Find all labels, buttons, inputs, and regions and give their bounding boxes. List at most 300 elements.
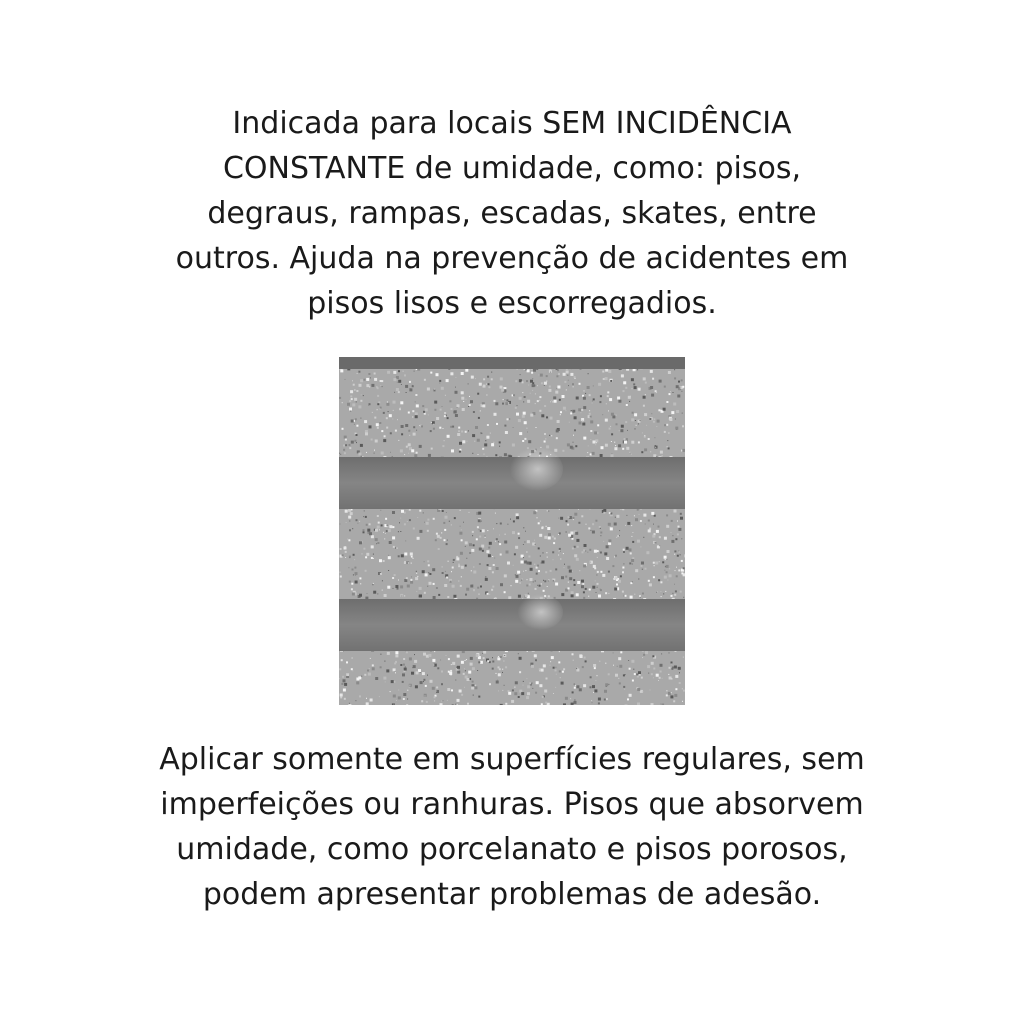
granite-speck bbox=[434, 700, 435, 701]
granite-speck bbox=[372, 667, 375, 670]
granite-speck bbox=[556, 429, 559, 432]
granite-speck bbox=[419, 595, 422, 598]
granite-speck bbox=[388, 529, 391, 532]
granite-speck bbox=[524, 542, 525, 543]
granite-speck bbox=[546, 381, 547, 382]
granite-speck bbox=[348, 567, 349, 568]
granite-speck bbox=[629, 452, 630, 453]
granite-speck bbox=[587, 452, 588, 453]
granite-speck bbox=[542, 561, 545, 564]
granite-speck bbox=[535, 659, 537, 661]
granite-speck bbox=[469, 396, 470, 397]
granite-speck bbox=[667, 446, 668, 447]
granite-speck bbox=[485, 440, 486, 441]
granite-speck bbox=[419, 445, 422, 448]
granite-speck bbox=[602, 371, 604, 373]
granite-speck bbox=[668, 692, 671, 695]
granite-speck bbox=[655, 447, 656, 448]
granite-speck bbox=[345, 551, 347, 553]
granite-speck bbox=[541, 584, 542, 585]
granite-speck bbox=[470, 657, 473, 660]
granite-speck bbox=[498, 666, 500, 668]
granite-speck bbox=[546, 552, 547, 553]
granite-speck bbox=[500, 523, 502, 525]
granite-speck bbox=[400, 449, 403, 452]
granite-speck bbox=[597, 583, 599, 585]
granite-speck bbox=[631, 559, 634, 562]
granite-speck bbox=[419, 510, 421, 512]
granite-speck bbox=[559, 399, 561, 401]
granite-speck bbox=[375, 529, 378, 532]
granite-speck bbox=[543, 580, 544, 581]
granite-speck bbox=[444, 415, 446, 417]
granite-speck bbox=[515, 407, 517, 409]
granite-speck bbox=[680, 517, 683, 520]
granite-speck bbox=[344, 452, 346, 454]
granite-speck bbox=[669, 574, 672, 577]
granite-speck bbox=[351, 441, 354, 444]
granite-speck bbox=[523, 527, 524, 528]
granite-speck bbox=[377, 542, 379, 544]
granite-speck bbox=[480, 586, 482, 588]
granite-speck bbox=[582, 423, 585, 426]
granite-speck bbox=[392, 526, 394, 528]
granite-speck bbox=[348, 509, 351, 512]
granite-speck bbox=[439, 380, 441, 382]
granite-speck bbox=[595, 444, 596, 445]
granite-speck bbox=[534, 540, 535, 541]
granite-speck bbox=[527, 579, 528, 580]
granite-speck bbox=[352, 658, 353, 659]
granite-speck bbox=[436, 587, 438, 589]
granite-speck bbox=[344, 548, 345, 549]
granite-speck bbox=[351, 398, 353, 400]
granite-speck bbox=[648, 438, 650, 440]
granite-speck bbox=[365, 432, 368, 435]
granite-speck bbox=[678, 569, 680, 571]
stair-edge-top bbox=[339, 357, 685, 369]
granite-speck bbox=[478, 417, 480, 419]
granite-speck bbox=[493, 564, 495, 566]
granite-speck bbox=[581, 580, 584, 583]
granite-speck bbox=[482, 550, 484, 552]
granite-speck bbox=[377, 515, 379, 517]
granite-speck bbox=[451, 524, 452, 525]
granite-speck bbox=[354, 390, 355, 391]
granite-speck bbox=[611, 453, 612, 454]
granite-speck bbox=[583, 397, 586, 400]
granite-speck bbox=[602, 414, 603, 415]
granite-speck bbox=[415, 685, 418, 688]
granite-speck bbox=[642, 569, 643, 570]
granite-speck bbox=[413, 665, 416, 668]
granite-speck bbox=[620, 429, 623, 432]
granite-speck bbox=[531, 683, 532, 684]
granite-speck bbox=[564, 564, 565, 565]
granite-speck bbox=[653, 562, 655, 564]
granite-speck bbox=[664, 576, 667, 579]
granite-speck bbox=[641, 565, 643, 567]
granite-speck bbox=[355, 575, 356, 576]
granite-speck bbox=[500, 656, 502, 658]
granite-speck bbox=[398, 440, 399, 441]
granite-speck bbox=[527, 562, 530, 565]
granite-speck bbox=[563, 407, 566, 410]
granite-speck bbox=[380, 407, 382, 409]
granite-speck bbox=[451, 449, 454, 452]
granite-speck bbox=[625, 421, 627, 423]
granite-speck bbox=[633, 383, 635, 385]
granite-speck bbox=[663, 593, 664, 594]
granite-speck bbox=[394, 392, 395, 393]
granite-speck bbox=[416, 404, 419, 407]
granite-speck bbox=[556, 388, 557, 389]
granite-speck bbox=[526, 380, 528, 382]
granite-speck bbox=[554, 538, 556, 540]
granite-speck bbox=[673, 392, 674, 393]
granite-speck bbox=[594, 667, 596, 669]
granite-speck bbox=[388, 411, 389, 412]
granite-speck bbox=[368, 373, 370, 375]
granite-speck bbox=[518, 533, 520, 535]
granite-speck bbox=[425, 695, 426, 696]
granite-speck bbox=[656, 426, 657, 427]
granite-speck bbox=[366, 384, 369, 387]
granite-speck bbox=[404, 668, 407, 671]
granite-speck bbox=[541, 563, 542, 564]
granite-speck bbox=[655, 562, 658, 565]
granite-speck bbox=[451, 689, 453, 691]
granite-speck bbox=[544, 580, 546, 582]
granite-speck bbox=[580, 411, 581, 412]
granite-speck bbox=[398, 391, 400, 393]
granite-speck bbox=[346, 522, 347, 523]
granite-speck bbox=[440, 660, 441, 661]
granite-speck bbox=[494, 400, 496, 402]
granite-speck bbox=[553, 580, 554, 581]
granite-speck bbox=[527, 432, 528, 433]
granite-speck bbox=[377, 403, 379, 405]
granite-speck bbox=[504, 425, 506, 427]
granite-speck bbox=[573, 579, 575, 581]
granite-speck bbox=[532, 688, 533, 689]
granite-speck bbox=[443, 522, 445, 524]
granite-speck bbox=[589, 410, 590, 411]
granite-speck bbox=[583, 597, 585, 599]
granite-speck bbox=[455, 387, 456, 388]
granite-speck bbox=[566, 520, 568, 522]
granite-speck bbox=[588, 445, 589, 446]
granite-speck bbox=[635, 518, 638, 521]
granite-speck bbox=[523, 685, 524, 686]
granite-speck bbox=[676, 575, 678, 577]
granite-speck bbox=[519, 379, 522, 382]
granite-speck bbox=[398, 370, 400, 372]
granite-speck bbox=[618, 657, 621, 660]
granite-speck bbox=[597, 424, 599, 426]
granite-speck bbox=[661, 653, 662, 654]
granite-speck bbox=[497, 680, 498, 681]
granite-speck bbox=[600, 535, 601, 536]
granite-speck bbox=[581, 585, 584, 588]
granite-speck bbox=[467, 703, 469, 705]
granite-speck bbox=[586, 524, 587, 525]
granite-speck bbox=[359, 577, 361, 579]
bottom-paragraph-line: podem apresentar problemas de adesão. bbox=[202, 877, 822, 912]
granite-speck bbox=[674, 554, 675, 555]
granite-speck bbox=[398, 380, 401, 383]
granite-speck bbox=[349, 400, 351, 402]
granite-speck bbox=[378, 522, 380, 524]
granite-speck bbox=[664, 424, 666, 426]
granite-speck bbox=[478, 519, 481, 522]
granite-speck bbox=[632, 541, 634, 543]
granite-speck bbox=[677, 521, 678, 522]
granite-speck bbox=[473, 411, 475, 413]
granite-speck bbox=[398, 696, 401, 699]
granite-speck bbox=[432, 421, 435, 424]
granite-speck bbox=[574, 416, 577, 419]
granite-speck bbox=[579, 654, 582, 657]
granite-speck bbox=[611, 433, 613, 435]
granite-speck bbox=[593, 441, 596, 444]
granite-speck bbox=[598, 595, 601, 598]
granite-speck bbox=[404, 579, 407, 582]
granite-speck bbox=[551, 656, 554, 659]
granite-speck bbox=[666, 690, 667, 691]
granite-speck bbox=[631, 454, 632, 455]
granite-speck bbox=[356, 681, 359, 684]
granite-speck bbox=[610, 513, 612, 515]
granite-speck bbox=[409, 430, 410, 431]
granite-speck bbox=[596, 592, 597, 593]
granite-speck bbox=[465, 594, 467, 596]
granite-speck bbox=[664, 556, 667, 559]
granite-speck bbox=[582, 421, 584, 423]
granite-speck bbox=[430, 430, 432, 432]
granite-speck bbox=[573, 386, 574, 387]
granite-speck bbox=[505, 399, 506, 400]
granite-speck bbox=[628, 660, 629, 661]
granite-speck bbox=[651, 394, 654, 397]
granite-speck bbox=[400, 401, 403, 404]
granite-speck bbox=[508, 596, 511, 599]
granite-speck bbox=[376, 423, 379, 426]
granite-speck bbox=[401, 425, 404, 428]
granite-speck bbox=[461, 694, 463, 696]
granite-speck bbox=[657, 592, 658, 593]
granite-speck bbox=[466, 659, 467, 660]
granite-speck bbox=[345, 557, 346, 558]
granite-speck bbox=[393, 378, 396, 381]
granite-speck bbox=[365, 516, 367, 518]
granite-speck bbox=[627, 698, 629, 700]
granite-speck bbox=[401, 554, 404, 557]
granite-speck bbox=[590, 439, 591, 440]
granite-speck bbox=[603, 512, 605, 514]
granite-speck bbox=[649, 531, 650, 532]
granite-speck bbox=[681, 560, 683, 562]
granite-speck bbox=[607, 395, 609, 397]
granite-speck bbox=[512, 689, 514, 691]
granite-speck bbox=[504, 655, 505, 656]
granite-speck bbox=[676, 410, 679, 413]
granite-speck bbox=[480, 410, 481, 411]
granite-speck bbox=[630, 596, 633, 599]
granite-speck bbox=[423, 674, 424, 675]
granite-speck bbox=[551, 400, 552, 401]
granite-speck bbox=[675, 570, 676, 571]
granite-speck bbox=[377, 409, 378, 410]
granite-speck bbox=[583, 564, 586, 567]
granite-speck bbox=[583, 684, 586, 687]
granite-speck bbox=[534, 412, 535, 413]
granite-speck bbox=[419, 587, 422, 590]
granite-speck bbox=[531, 372, 533, 374]
granite-speck bbox=[540, 374, 543, 377]
granite-speck bbox=[562, 450, 564, 452]
granite-speck bbox=[659, 561, 660, 562]
granite-speck bbox=[447, 596, 449, 598]
granite-speck bbox=[384, 594, 387, 597]
granite-speck bbox=[461, 539, 463, 541]
granite-speck bbox=[505, 666, 507, 668]
granite-speck bbox=[623, 686, 625, 688]
granite-speck bbox=[588, 373, 589, 374]
granite-speck bbox=[485, 535, 486, 536]
granite-speck bbox=[668, 371, 671, 374]
granite-speck bbox=[454, 517, 456, 519]
granite-speck bbox=[428, 572, 429, 573]
granite-speck bbox=[349, 529, 351, 531]
granite-speck bbox=[459, 564, 460, 565]
granite-speck bbox=[554, 449, 557, 452]
granite-speck bbox=[557, 386, 560, 389]
granite-speck bbox=[638, 671, 641, 674]
granite-speck bbox=[360, 418, 361, 419]
granite-speck bbox=[539, 668, 541, 670]
granite-speck bbox=[464, 687, 465, 688]
granite-speck bbox=[642, 691, 643, 692]
granite-speck bbox=[385, 524, 386, 525]
granite-speck bbox=[606, 545, 609, 548]
granite-speck bbox=[522, 415, 525, 418]
granite-speck bbox=[453, 595, 456, 598]
granite-speck bbox=[500, 583, 503, 586]
granite-speck bbox=[678, 381, 680, 383]
granite-speck bbox=[383, 532, 384, 533]
granite-speck bbox=[369, 425, 372, 428]
granite-speck bbox=[441, 532, 442, 533]
granite-speck bbox=[409, 657, 412, 660]
granite-speck bbox=[455, 377, 456, 378]
granite-speck bbox=[631, 378, 634, 381]
granite-speck bbox=[424, 522, 425, 523]
granite-speck bbox=[668, 674, 669, 675]
granite-speck bbox=[416, 571, 417, 572]
granite-speck bbox=[492, 661, 494, 663]
granite-speck bbox=[351, 668, 353, 670]
granite-speck bbox=[419, 530, 422, 533]
granite-speck bbox=[434, 389, 435, 390]
granite-speck bbox=[453, 559, 455, 561]
granite-speck bbox=[367, 529, 370, 532]
granite-speck bbox=[398, 690, 399, 691]
granite-speck bbox=[501, 389, 504, 392]
granite-speck bbox=[483, 378, 485, 380]
granite-speck bbox=[528, 593, 529, 594]
granite-speck bbox=[640, 597, 641, 598]
granite-speck bbox=[487, 424, 489, 426]
granite-speck bbox=[352, 670, 353, 671]
granite-speck bbox=[632, 581, 633, 582]
granite-speck bbox=[522, 381, 524, 383]
granite-speck bbox=[506, 551, 509, 554]
granite-speck bbox=[561, 576, 564, 579]
granite-speck bbox=[618, 580, 621, 583]
granite-speck bbox=[612, 415, 615, 418]
granite-speck bbox=[670, 695, 673, 698]
granite-speck bbox=[623, 674, 625, 676]
granite-speck bbox=[615, 445, 616, 446]
granite-speck bbox=[622, 591, 624, 593]
granite-speck bbox=[450, 581, 452, 583]
granite-speck bbox=[537, 565, 539, 567]
granite-speck bbox=[393, 546, 395, 548]
granite-speck bbox=[457, 433, 460, 436]
granite-speck bbox=[373, 591, 376, 594]
granite-speck bbox=[605, 377, 608, 380]
granite-speck bbox=[402, 681, 404, 683]
granite-speck bbox=[413, 558, 414, 559]
granite-speck bbox=[647, 665, 650, 668]
granite-speck bbox=[653, 419, 654, 420]
granite-speck bbox=[491, 443, 494, 446]
granite-speck bbox=[652, 655, 654, 657]
granite-speck bbox=[526, 678, 527, 679]
granite-speck bbox=[384, 538, 385, 539]
granite-speck bbox=[504, 574, 507, 577]
granite-speck bbox=[457, 404, 460, 407]
granite-speck bbox=[570, 698, 571, 699]
granite-speck bbox=[595, 580, 596, 581]
granite-speck bbox=[609, 398, 612, 401]
granite-speck bbox=[590, 420, 593, 423]
stairs-photo-image bbox=[339, 357, 685, 705]
granite-speck bbox=[563, 553, 564, 554]
granite-speck bbox=[597, 587, 598, 588]
granite-speck bbox=[671, 540, 674, 543]
granite-speck bbox=[614, 588, 617, 591]
granite-speck bbox=[486, 436, 489, 439]
granite-speck bbox=[528, 385, 529, 386]
granite-speck bbox=[355, 572, 358, 575]
granite-speck bbox=[628, 396, 631, 399]
granite-speck bbox=[598, 702, 600, 704]
granite-speck bbox=[500, 377, 503, 380]
granite-speck bbox=[479, 548, 482, 551]
granite-speck bbox=[367, 593, 368, 594]
granite-speck bbox=[583, 406, 586, 409]
granite-speck bbox=[371, 439, 373, 441]
granite-speck bbox=[363, 548, 365, 550]
granite-speck bbox=[350, 390, 353, 393]
granite-speck bbox=[532, 390, 533, 391]
granite-speck bbox=[584, 657, 586, 659]
granite-speck bbox=[567, 375, 568, 376]
granite-speck bbox=[568, 534, 571, 537]
granite-speck bbox=[491, 378, 493, 380]
